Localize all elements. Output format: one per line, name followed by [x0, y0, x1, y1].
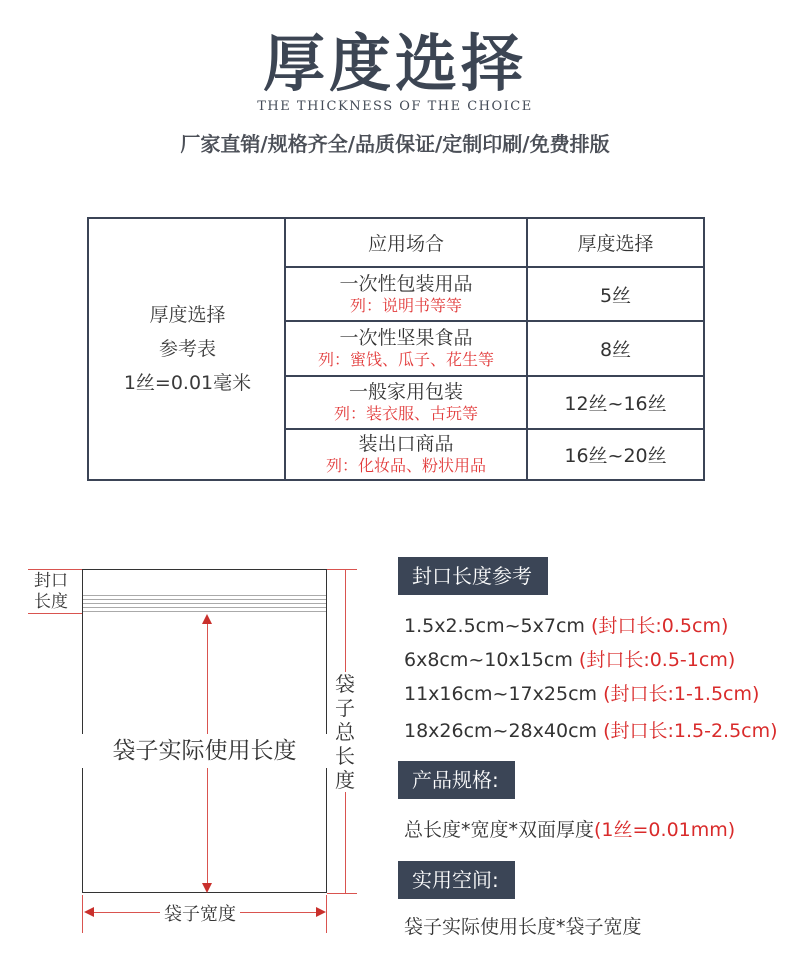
total-length-label — [332, 672, 358, 792]
reference-line: 1丝=0.01毫米 — [123, 372, 252, 394]
usage-name: 一次性坚果食品 — [339, 327, 473, 349]
table-row — [286, 268, 526, 320]
bag-width-label: 袋子宽度 — [160, 900, 240, 926]
arrow-right-icon — [316, 907, 326, 917]
product-spec-note: (1丝=0.01mm) — [594, 819, 736, 841]
total-length-char: 总 — [335, 720, 355, 744]
reference-line: 厚度选择 — [149, 304, 226, 326]
usable-space-text: 袋子实际使用长度*袋子宽度 — [404, 916, 642, 938]
arrow-left-icon — [84, 907, 94, 917]
seal-note: (封口长:1-1.5cm) — [603, 683, 760, 705]
seal-note: (封口长:1.5-2.5cm) — [603, 720, 778, 742]
tagline: 厂家直销/规格齐全/品质保证/定制印刷/免费排版 — [180, 132, 610, 156]
thickness-value: 12丝~16丝 — [564, 393, 667, 415]
usage-example: 列：化妆品、粉状用品 — [325, 456, 486, 475]
seal-size: 6x8cm~10x15cm — [404, 649, 573, 671]
seal-size: 18x26cm~28x40cm — [404, 720, 598, 742]
seal-size: 1.5x2.5cm~5x7cm — [404, 615, 585, 637]
zip-line — [83, 603, 326, 604]
zip-line — [83, 599, 326, 600]
product-spec-text: 总长度*宽度*双面厚度 — [404, 819, 595, 841]
seal-guide-line-top — [28, 569, 82, 570]
seal-length-title: 封口长度参考 — [398, 557, 548, 595]
column-header-thickness: 厚度选择 — [577, 233, 654, 255]
zip-line — [83, 611, 326, 612]
thickness-value: 8丝 — [599, 339, 632, 361]
total-guide-line-top — [327, 569, 357, 570]
usage-name: 一般家用包装 — [348, 381, 463, 403]
english-subtitle: THE THICKNESS OF THE CHOICE — [257, 99, 533, 114]
usable-space-title: 实用空间: — [398, 861, 515, 899]
table-row — [286, 322, 526, 375]
usage-example: 列：说明书等等 — [349, 295, 462, 315]
arrow-up-icon — [202, 614, 212, 624]
page-title: 厚度选择 — [262, 27, 527, 100]
zip-line — [83, 607, 326, 608]
usage-example: 列：装衣服、古玩等 — [333, 404, 478, 423]
thickness-value: 16丝~20丝 — [564, 445, 667, 467]
seal-label-line: 长度 — [34, 592, 68, 612]
total-length-char: 长 — [335, 744, 355, 768]
seal-note: (封口长:0.5cm) — [590, 615, 729, 637]
seal-size: 11x16cm~17x25cm — [404, 683, 598, 705]
seal-guide-line-bottom — [28, 613, 82, 614]
table-row — [286, 377, 526, 428]
total-length-char: 子 — [335, 696, 355, 720]
thickness-table — [87, 217, 705, 481]
usage-name: 装出口商品 — [358, 433, 454, 455]
reference-line: 参考表 — [158, 338, 216, 360]
table-reference-cell — [89, 219, 286, 479]
width-guide-line-left — [82, 895, 83, 933]
usable-length-label: 袋子实际使用长度 — [82, 734, 327, 768]
product-spec-row — [404, 815, 735, 842]
seal-spec-row — [404, 645, 735, 672]
seal-label-line: 封口 — [34, 571, 68, 591]
thickness-value: 5丝 — [599, 284, 632, 307]
seal-spec-row — [404, 611, 728, 638]
width-guide-line-right — [326, 895, 327, 933]
total-length-char: 度 — [335, 768, 355, 792]
column-header-usage: 应用场合 — [367, 233, 444, 255]
total-length-char: 袋 — [335, 672, 355, 696]
seal-spec-row — [404, 716, 778, 743]
seal-length-label — [34, 571, 68, 613]
total-guide-line-bottom — [327, 893, 357, 894]
usage-name: 一次性包装用品 — [339, 272, 473, 295]
product-spec-title: 产品规格: — [398, 761, 515, 799]
arrow-down-icon — [202, 883, 212, 893]
table-row — [286, 430, 526, 479]
seal-spec-row — [404, 679, 759, 706]
usage-example: 列：蜜饯、瓜子、花生等 — [317, 350, 494, 369]
seal-note: (封口长:0.5-1cm) — [578, 649, 736, 671]
zip-line — [83, 595, 326, 596]
